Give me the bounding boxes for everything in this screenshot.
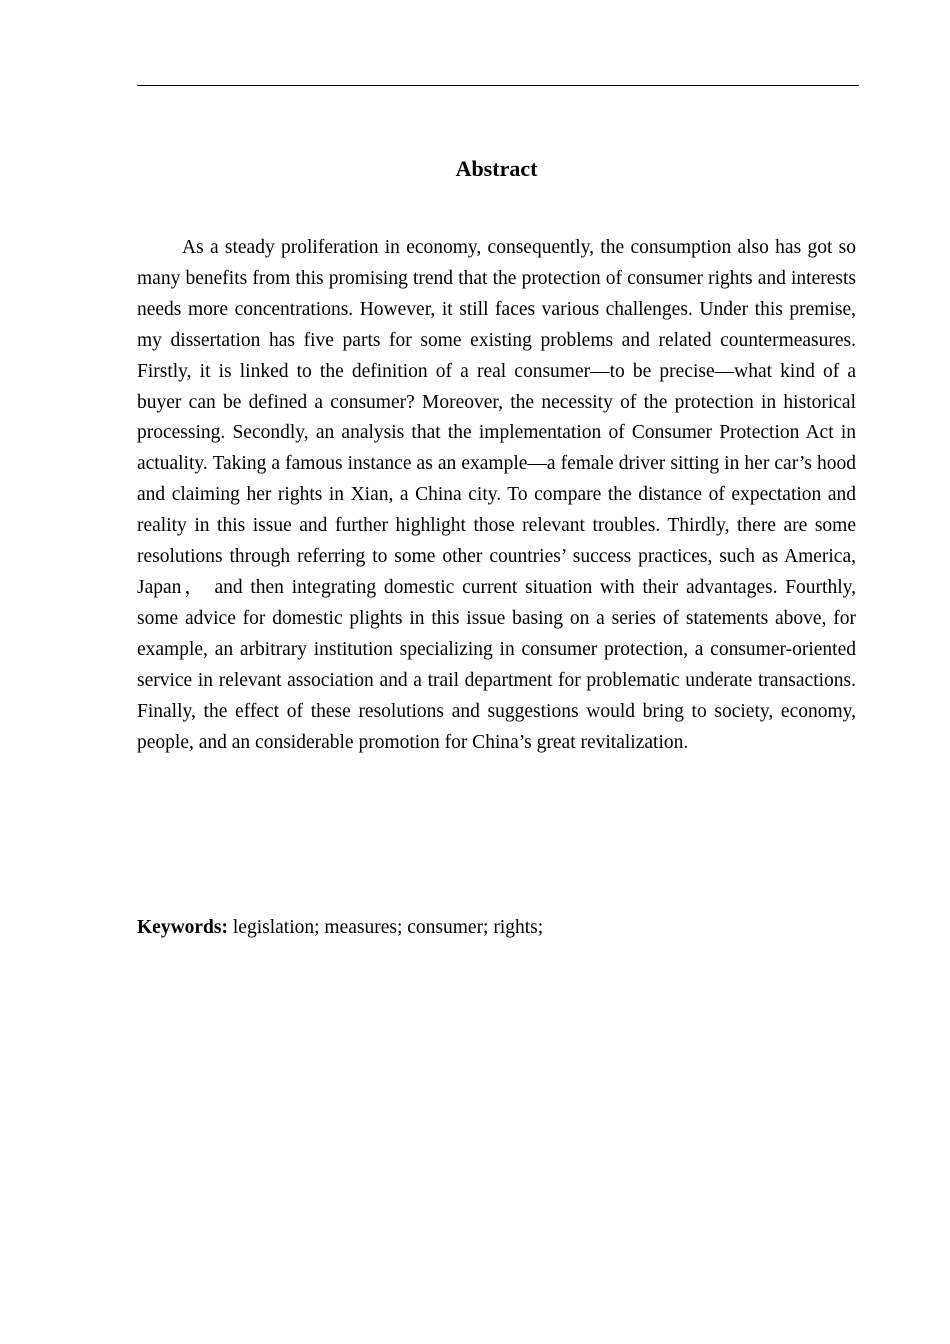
keywords-value: legislation; measures; consumer; rights;	[228, 917, 544, 938]
header-rule	[137, 85, 859, 86]
keywords-line	[137, 913, 856, 943]
abstract-body: As a steady proliferation in economy, consequently, the consumption also has got so many benefits from this promising trend that the protection of consumer rights and interests needs more concentrations. However, it still faces various challenges. Under this premise, my dissertation has five parts for some existing problems and related countermeasures. Firstly, it is linked to the definition of a real consumer—to be precise—what kind of a buyer can be defined a consumer? Moreover, the necessity of the protection in historical processing. Secondly, an analysis that the implementation of Consumer Protection Act in actuality. Taking a famous instance as an example—a female driver sitting in her car’s hood and claiming her rights in Xian, a China city. To compare the distance of expectation and reality in this issue and further highlight those relevant troubles. Thirdly, there are some resolutions through referring to some other countries’ success practices, such as America, Japan， and then integrating domestic current situation with their advantages. Fourthly, some advice for domestic plights in this issue basing on a series of statements above, for example, an arbitrary institution specializing in consumer protection, a consumer-oriented service in relevant association and a trail department for problematic underate transactions. Finally, the effect of these resolutions and suggestions would bring to society, economy, people, and an considerable promotion for China’s great revitalization.	[137, 237, 856, 753]
keywords-label: Keywords:	[137, 917, 228, 938]
abstract-title: Abstract	[455, 156, 538, 181]
